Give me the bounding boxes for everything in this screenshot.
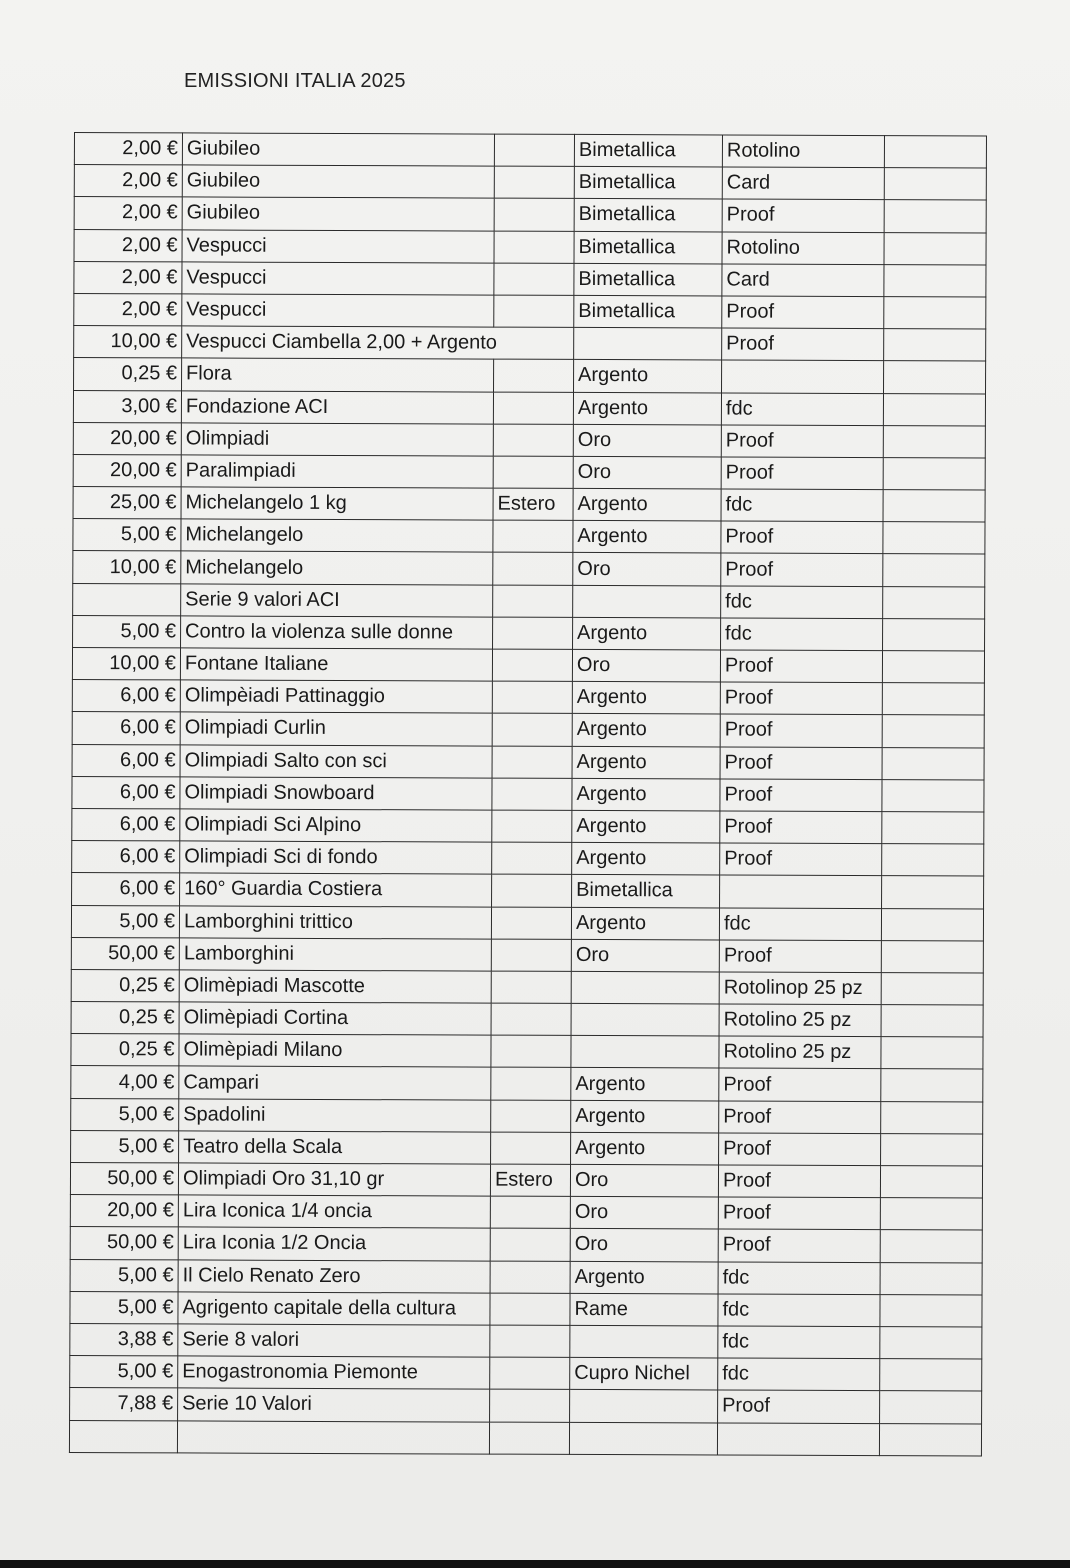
table-row — [72, 776, 984, 812]
table-row — [70, 1227, 982, 1263]
metal-cell: Argento — [571, 1068, 719, 1101]
empty-cell — [879, 1423, 981, 1456]
origin-cell — [491, 1132, 571, 1164]
finish-cell: Proof — [721, 457, 883, 490]
finish-cell: Proof — [721, 425, 883, 458]
table-row — [71, 969, 983, 1005]
metal-cell — [574, 328, 722, 361]
face-value-cell: 50,00 € — [71, 937, 179, 970]
finish-cell: fdc — [718, 1294, 880, 1327]
description-cell: Olimèpiadi Mascotte — [179, 970, 491, 1003]
metal-cell: Argento — [572, 810, 720, 843]
face-value-cell: 20,00 € — [73, 422, 181, 455]
table-row — [73, 422, 985, 458]
metal-cell: Bimetallica — [572, 875, 720, 908]
finish-cell: fdc — [718, 1262, 880, 1295]
table-row — [74, 261, 986, 297]
description-cell: Olimpiadi Sci di fondo — [180, 841, 492, 874]
origin-cell: Estero — [490, 1164, 570, 1196]
metal-cell: Bimetallica — [574, 199, 722, 232]
finish-cell: Proof — [718, 1165, 880, 1198]
finish-cell: Proof — [718, 1229, 880, 1262]
description-cell: Michelangelo 1 kg — [181, 487, 493, 520]
table-row — [74, 229, 986, 265]
description-cell: Michelangelo — [181, 551, 493, 584]
metal-cell: Argento — [571, 1100, 719, 1133]
metal-cell: Argento — [573, 521, 721, 554]
table-row — [72, 712, 984, 748]
empty-cell — [880, 1327, 982, 1360]
metal-cell: Argento — [572, 778, 720, 811]
table-row — [70, 1162, 982, 1198]
face-value-cell: 0,25 € — [74, 358, 182, 391]
document-title: EMISSIONI ITALIA 2025 — [184, 70, 406, 92]
empty-cell — [883, 554, 985, 587]
origin-cell — [493, 424, 573, 456]
origin-cell — [494, 134, 574, 166]
finish-cell: Rotolino — [722, 135, 884, 168]
emissions-table — [69, 132, 987, 1456]
finish-cell: Rotolino 25 pz — [719, 1004, 881, 1037]
empty-cell — [881, 908, 983, 941]
origin-cell: Estero — [493, 488, 573, 520]
description-cell: Michelangelo — [181, 519, 493, 552]
empty-cell — [883, 586, 985, 619]
finish-cell: Proof — [718, 1197, 880, 1230]
face-value-cell: 6,00 € — [72, 873, 180, 906]
table-row — [71, 1002, 983, 1038]
origin-cell — [491, 939, 571, 971]
description-cell: Giubileo — [182, 165, 494, 198]
face-value-cell: 10,00 € — [73, 551, 181, 584]
table-row — [69, 1420, 981, 1456]
face-value-cell: 3,00 € — [73, 390, 181, 423]
face-value-cell: 5,00 € — [73, 519, 181, 552]
metal-cell: Argento — [571, 1132, 719, 1165]
empty-cell — [882, 747, 984, 780]
finish-cell: Proof — [720, 682, 882, 715]
finish-cell: Card — [722, 167, 884, 200]
face-value-cell: 5,00 € — [71, 1098, 179, 1131]
origin-cell — [491, 1035, 571, 1067]
table-row — [71, 1066, 983, 1102]
face-value-cell: 20,00 € — [70, 1195, 178, 1228]
description-cell: Lira Iconia 1/2 Oncia — [178, 1227, 490, 1260]
face-value-cell: 0,25 € — [71, 969, 179, 1002]
face-value-cell: 5,00 € — [70, 1259, 178, 1292]
table-row — [71, 1130, 983, 1166]
empty-cell — [882, 812, 984, 845]
table-row — [74, 197, 986, 233]
origin-cell — [492, 842, 572, 874]
metal-cell — [571, 971, 719, 1004]
finish-cell: Proof — [721, 553, 883, 586]
origin-cell — [490, 1293, 570, 1325]
empty-cell — [880, 1294, 982, 1327]
description-cell: Vespucci Ciambella 2,00 + Argento — [182, 326, 574, 360]
table-row — [71, 1098, 983, 1134]
face-value-cell: 2,00 € — [74, 133, 182, 166]
metal-cell: Argento — [573, 617, 721, 650]
origin-cell — [491, 971, 571, 1003]
empty-cell — [884, 264, 986, 297]
table-row — [71, 1034, 983, 1070]
metal-cell: Argento — [573, 488, 721, 521]
empty-cell — [882, 779, 984, 812]
metal-cell — [573, 585, 721, 618]
empty-cell — [882, 876, 984, 909]
metal-cell: Oro — [572, 649, 720, 682]
description-cell: Olimpiadi Oro 31,10 gr — [178, 1163, 490, 1196]
empty-cell — [882, 683, 984, 716]
face-value-cell — [73, 583, 181, 616]
description-cell: Serie 10 Valori — [178, 1388, 490, 1421]
origin-cell — [491, 1003, 571, 1035]
face-value-cell: 0,25 € — [71, 1034, 179, 1067]
face-value-cell: 6,00 € — [72, 776, 180, 809]
description-cell: Agrigento capitale della cultura — [178, 1292, 490, 1325]
origin-cell — [490, 1196, 570, 1228]
origin-cell — [493, 456, 573, 488]
empty-cell — [880, 1230, 982, 1263]
face-value-cell: 10,00 € — [74, 326, 182, 359]
table-row — [72, 841, 984, 877]
origin-cell — [493, 553, 573, 585]
table-row — [71, 905, 983, 941]
origin-cell — [490, 1228, 570, 1260]
face-value-cell: 5,00 € — [71, 905, 179, 938]
face-value-cell: 5,00 € — [71, 1130, 179, 1163]
table-row — [70, 1388, 982, 1424]
table-row — [70, 1356, 982, 1392]
face-value-cell: 5,00 € — [70, 1356, 178, 1389]
description-cell: Campari — [179, 1066, 491, 1099]
description-cell: Lamborghini — [179, 938, 491, 971]
finish-cell: Proof — [719, 1133, 881, 1166]
table-row — [73, 454, 985, 490]
description-cell: Olimpiadi Snowboard — [180, 777, 492, 810]
metal-cell: Argento — [572, 843, 720, 876]
description-cell: Olimpiadi Sci Alpino — [180, 809, 492, 842]
face-value-cell: 6,00 € — [72, 712, 180, 745]
face-value-cell: 2,00 € — [74, 197, 182, 230]
table-row — [72, 808, 984, 844]
table-row — [73, 519, 985, 555]
finish-cell: Rotolinop 25 pz — [719, 972, 881, 1005]
finish-cell: Rotolino 25 pz — [719, 1036, 881, 1069]
description-cell: Paralimpiadi — [181, 455, 493, 488]
description-cell: Olimèpiadi Milano — [179, 1034, 491, 1067]
face-value-cell: 3,88 € — [70, 1323, 178, 1356]
empty-cell — [881, 1133, 983, 1166]
empty-cell — [883, 490, 985, 523]
finish-cell — [720, 875, 882, 908]
finish-cell: Proof — [720, 811, 882, 844]
description-cell: Vespucci — [182, 262, 494, 295]
description-cell — [177, 1420, 489, 1453]
bottom-edge — [0, 1560, 1070, 1568]
description-cell: Giubileo — [182, 197, 494, 230]
face-value-cell: 20,00 € — [73, 454, 181, 487]
table-row — [72, 744, 984, 780]
face-value-cell: 2,00 € — [74, 293, 182, 326]
metal-cell — [569, 1422, 717, 1455]
description-cell: 160° Guardia Costiera — [180, 873, 492, 906]
metal-cell — [571, 1003, 719, 1036]
finish-cell: Proof — [720, 714, 882, 747]
origin-cell — [492, 810, 572, 842]
face-value-cell: 6,00 € — [72, 841, 180, 874]
face-value-cell: 2,00 € — [74, 165, 182, 198]
description-cell: Fondazione ACI — [181, 390, 493, 423]
empty-cell — [883, 618, 985, 651]
finish-cell: Proof — [719, 1068, 881, 1101]
finish-cell — [722, 360, 884, 393]
origin-cell — [489, 1422, 569, 1454]
origin-cell — [493, 617, 573, 649]
description-cell: Lamborghini trittico — [179, 905, 491, 938]
face-value-cell: 0,25 € — [71, 1002, 179, 1035]
description-cell: Olimpèiadi Pattinaggio — [180, 680, 492, 713]
metal-cell — [571, 1036, 719, 1069]
origin-cell — [493, 392, 573, 424]
face-value-cell: 25,00 € — [73, 487, 181, 520]
face-value-cell: 2,00 € — [74, 229, 182, 262]
origin-cell — [492, 746, 572, 778]
face-value-cell: 6,00 € — [72, 808, 180, 841]
table-row — [73, 551, 985, 587]
table-row — [73, 390, 985, 426]
origin-cell — [494, 198, 574, 230]
origin-cell — [490, 1325, 570, 1357]
empty-cell — [882, 651, 984, 684]
description-cell: Contro la violenza sulle donne — [181, 616, 493, 649]
empty-cell — [881, 1069, 983, 1102]
finish-cell: Proof — [719, 1101, 881, 1134]
metal-cell: Argento — [572, 682, 720, 715]
description-cell: Olimpiadi — [181, 423, 493, 456]
finish-cell: Proof — [722, 199, 884, 232]
origin-cell — [492, 681, 572, 713]
description-cell: Serie 8 valori — [178, 1324, 490, 1357]
metal-cell: Argento — [572, 746, 720, 779]
empty-cell — [882, 844, 984, 877]
face-value-cell: 10,00 € — [72, 647, 180, 680]
finish-cell: fdc — [721, 392, 883, 425]
origin-cell — [491, 907, 571, 939]
empty-cell — [884, 200, 986, 233]
face-value-cell: 5,00 € — [70, 1291, 178, 1324]
finish-cell: fdc — [719, 907, 881, 940]
finish-cell: Proof — [720, 650, 882, 683]
metal-cell: Cupro Nichel — [570, 1358, 718, 1391]
finish-cell: Proof — [722, 296, 884, 329]
empty-cell — [884, 136, 986, 169]
empty-cell — [883, 522, 985, 555]
empty-cell — [881, 1037, 983, 1070]
description-cell: Teatro della Scala — [179, 1131, 491, 1164]
empty-cell — [881, 1101, 983, 1134]
metal-cell: Bimetallica — [574, 295, 722, 328]
face-value-cell: 50,00 € — [70, 1227, 178, 1260]
empty-cell — [884, 168, 986, 201]
finish-cell: Card — [722, 264, 884, 297]
empty-cell — [884, 329, 986, 362]
table-row — [70, 1195, 982, 1231]
table-row — [73, 615, 985, 651]
empty-cell — [884, 361, 986, 394]
table-row — [70, 1291, 982, 1327]
description-cell: Giubileo — [182, 133, 494, 166]
metal-cell: Bimetallica — [574, 134, 722, 167]
finish-cell: Proof — [720, 779, 882, 812]
table-row — [71, 937, 983, 973]
finish-cell: Proof — [722, 328, 884, 361]
metal-cell: Argento — [570, 1261, 718, 1294]
metal-cell: Oro — [570, 1164, 718, 1197]
description-cell: Enogastronomia Piemonte — [178, 1356, 490, 1389]
table-row — [74, 133, 986, 169]
table-row — [73, 583, 985, 619]
origin-cell — [490, 1357, 570, 1389]
description-cell: Olimpiadi Curlin — [180, 712, 492, 745]
origin-cell — [493, 585, 573, 617]
finish-cell: Rotolino — [722, 232, 884, 265]
origin-cell — [492, 649, 572, 681]
face-value-cell: 2,00 € — [74, 261, 182, 294]
empty-cell — [880, 1198, 982, 1231]
table-row — [70, 1323, 982, 1359]
metal-cell: Argento — [574, 360, 722, 393]
description-cell: Vespucci — [182, 229, 494, 262]
face-value-cell: 6,00 € — [72, 680, 180, 713]
origin-cell — [490, 1389, 570, 1421]
empty-cell — [882, 715, 984, 748]
emissions-table-body — [69, 133, 986, 1456]
face-value-cell: 4,00 € — [71, 1066, 179, 1099]
metal-cell: Rame — [570, 1293, 718, 1326]
metal-cell: Argento — [573, 392, 721, 425]
empty-cell — [881, 1005, 983, 1038]
metal-cell: Oro — [573, 424, 721, 457]
face-value-cell: 6,00 € — [72, 744, 180, 777]
metal-cell: Oro — [571, 939, 719, 972]
metal-cell: Oro — [573, 553, 721, 586]
metal-cell: Bimetallica — [574, 167, 722, 200]
origin-cell — [491, 1068, 571, 1100]
origin-cell — [494, 166, 574, 198]
description-cell: Lira Iconica 1/4 oncia — [178, 1195, 490, 1228]
empty-cell — [880, 1359, 982, 1392]
finish-cell: Proof — [718, 1390, 880, 1423]
metal-cell: Oro — [570, 1197, 718, 1230]
description-cell: Spadolini — [179, 1099, 491, 1132]
face-value-cell: 50,00 € — [70, 1162, 178, 1195]
finish-cell: fdc — [718, 1358, 880, 1391]
face-value-cell — [69, 1420, 177, 1453]
description-cell: Flora — [182, 358, 494, 391]
description-cell: Il Cielo Renato Zero — [178, 1259, 490, 1292]
finish-cell — [717, 1422, 879, 1455]
metal-cell — [570, 1325, 718, 1358]
metal-cell: Oro — [570, 1229, 718, 1262]
metal-cell — [570, 1390, 718, 1423]
table-row — [70, 1259, 982, 1295]
origin-cell — [494, 295, 574, 327]
metal-cell: Bimetallica — [574, 231, 722, 264]
table-row — [74, 326, 986, 362]
empty-cell — [880, 1262, 982, 1295]
origin-cell — [494, 231, 574, 263]
description-cell: Vespucci — [182, 294, 494, 327]
empty-cell — [881, 940, 983, 973]
metal-cell: Argento — [571, 907, 719, 940]
finish-cell: fdc — [721, 586, 883, 619]
table-row — [72, 680, 984, 716]
empty-cell — [883, 425, 985, 458]
origin-cell — [492, 713, 572, 745]
empty-cell — [880, 1166, 982, 1199]
origin-cell — [493, 520, 573, 552]
empty-cell — [884, 297, 986, 330]
face-value-cell: 7,88 € — [70, 1388, 178, 1421]
metal-cell: Oro — [573, 456, 721, 489]
finish-cell: fdc — [718, 1326, 880, 1359]
metal-cell: Bimetallica — [574, 263, 722, 296]
metal-cell: Argento — [572, 714, 720, 747]
finish-cell: Proof — [720, 843, 882, 876]
description-cell: Olimèpiadi Cortina — [179, 1002, 491, 1035]
table-row — [72, 647, 984, 683]
origin-cell — [492, 778, 572, 810]
empty-cell — [883, 393, 985, 426]
finish-cell: fdc — [721, 618, 883, 651]
empty-cell — [883, 457, 985, 490]
empty-cell — [880, 1391, 982, 1424]
description-cell: Serie 9 valori ACI — [181, 584, 493, 617]
finish-cell: Proof — [721, 521, 883, 554]
finish-cell: fdc — [721, 489, 883, 522]
table-row — [74, 165, 986, 201]
origin-cell — [492, 874, 572, 906]
finish-cell: Proof — [720, 747, 882, 780]
table-row — [74, 293, 986, 329]
table-row — [73, 487, 985, 523]
face-value-cell: 5,00 € — [73, 615, 181, 648]
empty-cell — [881, 972, 983, 1005]
origin-cell — [494, 263, 574, 295]
finish-cell: Proof — [719, 940, 881, 973]
origin-cell — [494, 359, 574, 391]
table-row — [72, 873, 984, 909]
description-cell: Fontane Italiane — [180, 648, 492, 681]
origin-cell — [490, 1261, 570, 1293]
table-row — [74, 358, 986, 394]
origin-cell — [491, 1100, 571, 1132]
description-cell: Olimpiadi Salto con sci — [180, 744, 492, 777]
empty-cell — [884, 232, 986, 265]
